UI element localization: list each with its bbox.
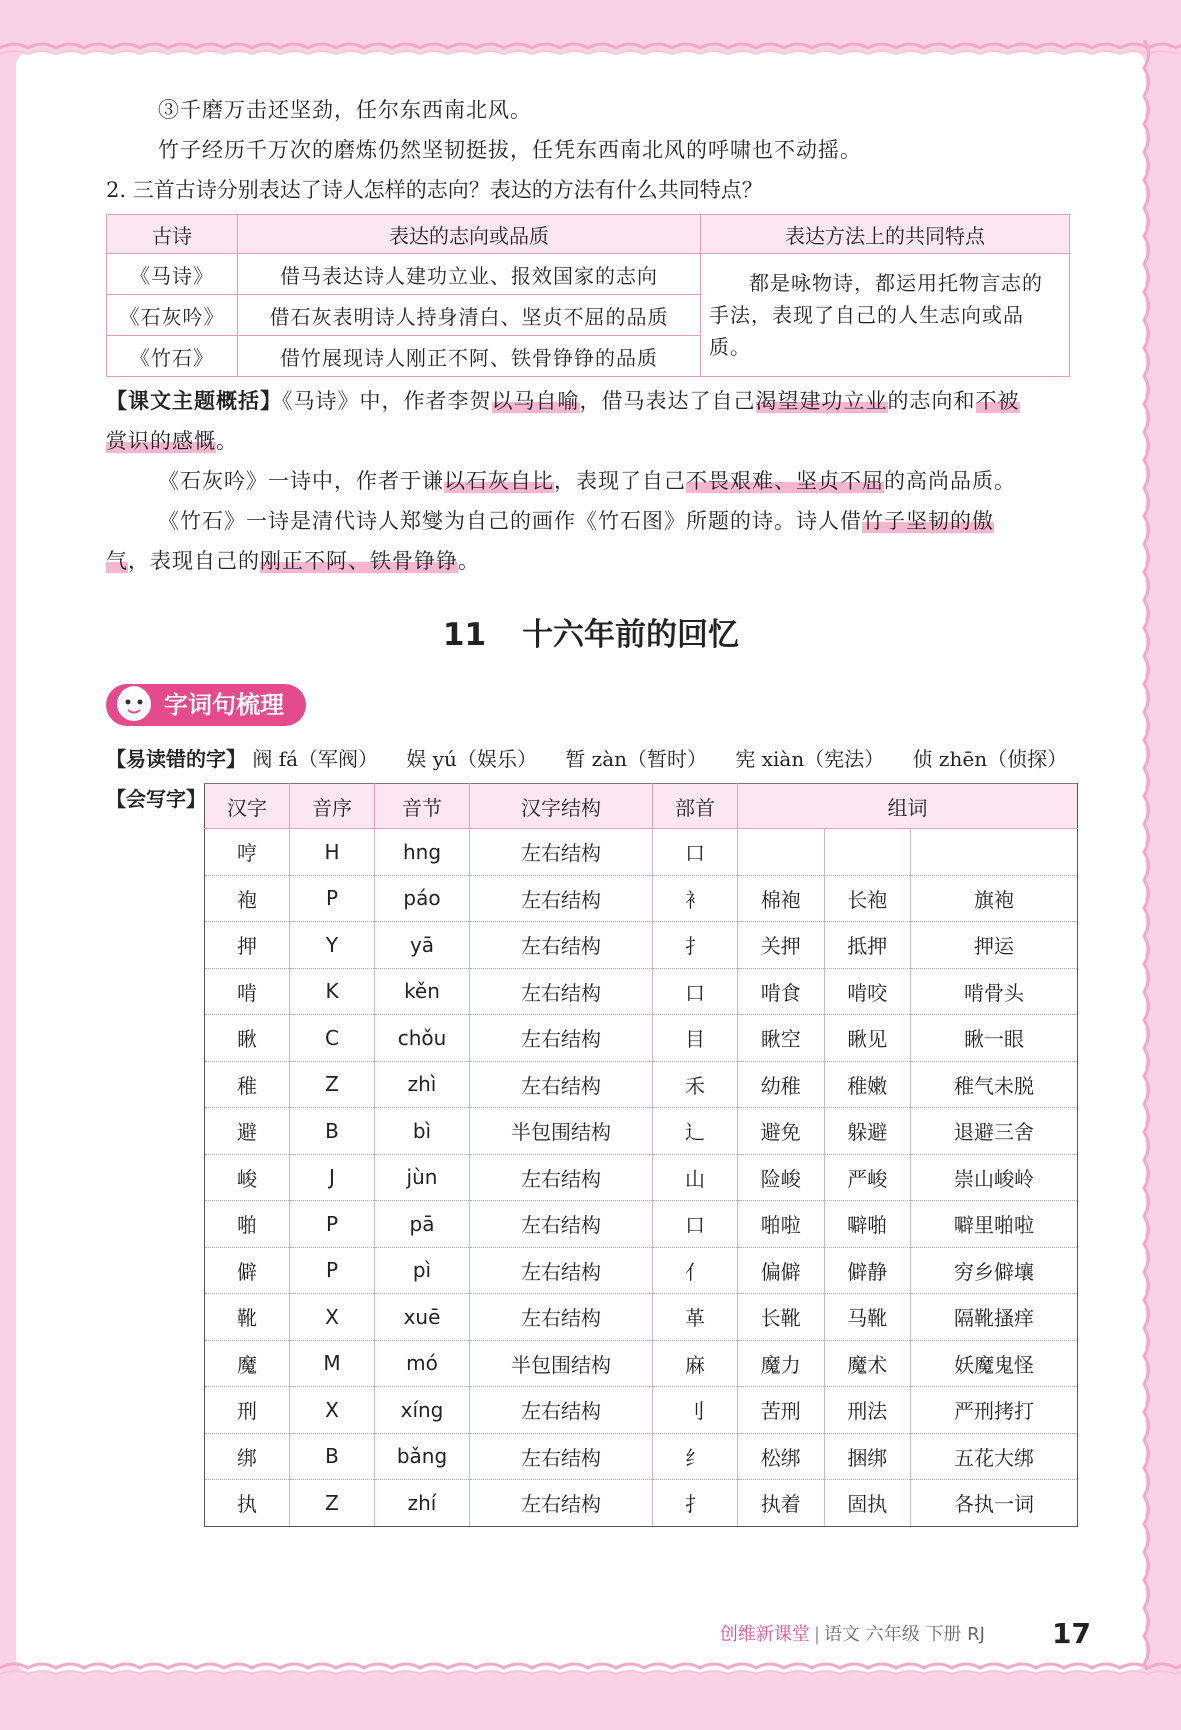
word-cell: 噼啪 — [824, 1201, 911, 1248]
pinyin-cell: páo — [375, 875, 470, 922]
structure-cell: 左右结构 — [470, 968, 653, 1015]
pinyin-cell: bǎng — [375, 1433, 470, 1480]
word-cell: 瞅见 — [824, 1015, 911, 1062]
structure-cell: 左右结构 — [470, 1247, 653, 1294]
header-poem: 古诗 — [107, 215, 238, 254]
word-cell: 隔靴搔痒 — [911, 1294, 1078, 1341]
initial-cell: M — [290, 1340, 375, 1387]
initial-cell: P — [290, 1201, 375, 1248]
summary-line-4 — [106, 501, 1076, 541]
chapter-heading — [106, 605, 1076, 665]
structure-cell: 左右结构 — [470, 1015, 653, 1062]
summary-text: 。 — [458, 549, 480, 573]
summary-highlight: 赏识的感慨 — [106, 429, 216, 453]
summary-highlight: 气 — [106, 549, 128, 573]
word-cell: 穷乡僻壤 — [911, 1247, 1078, 1294]
pinyin-cell: hng — [375, 829, 470, 876]
misread-item: 娱 yú（娱乐） — [406, 747, 537, 771]
writable-chars-table — [204, 783, 1078, 1527]
structure-cell: 左右结构 — [470, 1061, 653, 1108]
word-cell: 噼里啪啦 — [911, 1201, 1078, 1248]
initial-cell: X — [290, 1387, 375, 1434]
misread-item: 暂 zàn（暂时） — [565, 747, 708, 771]
summary-highlight: 以马自喻 — [491, 389, 580, 413]
hanzi-cell: 哼 — [205, 829, 290, 876]
hanzi-cell: 僻 — [205, 1247, 290, 1294]
word-cell — [738, 829, 825, 876]
radical-cell: 麻 — [653, 1340, 738, 1387]
header-radical: 部首 — [653, 784, 738, 829]
writable-chars-body — [205, 829, 1078, 1527]
easy-misread-label: 【易读错的字】 — [106, 747, 246, 771]
word-cell: 啃咬 — [824, 968, 911, 1015]
table-row — [205, 922, 1078, 969]
radical-cell: 刂 — [653, 1387, 738, 1434]
radical-cell: 扌 — [653, 922, 738, 969]
pinyin-cell: pì — [375, 1247, 470, 1294]
structure-cell: 左右结构 — [470, 1201, 653, 1248]
pinyin-cell: jùn — [375, 1154, 470, 1201]
chapter-number: 11 — [442, 617, 487, 653]
hanzi-cell: 押 — [205, 922, 290, 969]
common-feature — [701, 254, 1070, 377]
summary-text: 《马诗》中，作者李贺 — [282, 389, 492, 413]
summary-text: ，表现了自己 — [554, 469, 686, 493]
word-cell: 崇山峻岭 — [911, 1154, 1078, 1201]
word-cell: 固执 — [824, 1480, 911, 1527]
radical-cell: 目 — [653, 1015, 738, 1062]
word-cell: 严峻 — [824, 1154, 911, 1201]
initial-cell: X — [290, 1294, 375, 1341]
table-row — [205, 1433, 1078, 1480]
word-cell: 僻静 — [824, 1247, 911, 1294]
section-badge-pill — [106, 684, 306, 726]
structure-cell: 左右结构 — [470, 1294, 653, 1341]
word-cell: 马靴 — [824, 1294, 911, 1341]
structure-cell: 半包围结构 — [470, 1108, 653, 1155]
summary-text: 的志向和 — [887, 389, 976, 413]
easy-misread-chars — [106, 739, 1076, 779]
footer-brand: 创维新课堂 — [719, 1624, 810, 1645]
hanzi-cell: 绑 — [205, 1433, 290, 1480]
header-syllable: 音节 — [375, 784, 470, 829]
hanzi-cell: 稚 — [205, 1061, 290, 1108]
initial-cell: B — [290, 1433, 375, 1480]
hanzi-cell: 峻 — [205, 1154, 290, 1201]
word-cell: 稚气未脱 — [911, 1061, 1078, 1108]
theme-summary — [106, 381, 1076, 581]
writable-chars-section — [106, 783, 1076, 1527]
summary-highlight: 竹子坚韧的傲 — [862, 509, 994, 533]
misread-item: 宪 xiàn（宪法） — [735, 747, 885, 771]
poem-name: 《石灰吟》 — [107, 295, 238, 336]
word-cell: 躲避 — [824, 1108, 911, 1155]
structure-cell: 左右结构 — [470, 829, 653, 876]
initial-cell: P — [290, 875, 375, 922]
word-cell: 稚嫩 — [824, 1061, 911, 1108]
word-cell: 苦刑 — [738, 1387, 825, 1434]
pinyin-cell: xíng — [375, 1387, 470, 1434]
summary-text: 《竹石》一诗是清代诗人郑燮为自己的画作《竹石图》所题的诗。诗人借 — [158, 509, 862, 533]
summary-line-1 — [106, 381, 1076, 421]
table-row — [205, 1015, 1078, 1062]
page-number: 17 — [1052, 1617, 1091, 1650]
wavy-right-border — [1132, 40, 1158, 1670]
word-cell: 偏僻 — [738, 1247, 825, 1294]
radical-cell: 扌 — [653, 1480, 738, 1527]
word-cell: 魔术 — [824, 1340, 911, 1387]
word-cell: 啃骨头 — [911, 968, 1078, 1015]
hanzi-cell: 刑 — [205, 1387, 290, 1434]
word-cell: 幼稚 — [738, 1061, 825, 1108]
structure-cell: 左右结构 — [470, 875, 653, 922]
pinyin-cell: yā — [375, 922, 470, 969]
wavy-bottom-border — [0, 1658, 1181, 1682]
misread-item: 侦 zhēn（侦探） — [912, 747, 1068, 771]
mascot-icon — [112, 678, 156, 726]
summary-text: 的高尚品质。 — [884, 469, 1016, 493]
word-cell: 长靴 — [738, 1294, 825, 1341]
table-row — [205, 1201, 1078, 1248]
common-feature-text: 都是咏物诗，都运用托物言志的手法，表现了自己的人生志向或品质。 — [709, 271, 1043, 359]
hanzi-cell: 瞅 — [205, 1015, 290, 1062]
initial-cell: P — [290, 1247, 375, 1294]
footer-separator: | — [813, 1624, 820, 1645]
word-cell: 押运 — [911, 922, 1078, 969]
initial-cell: Z — [290, 1480, 375, 1527]
page-content — [106, 90, 1076, 1527]
pinyin-cell: xuē — [375, 1294, 470, 1341]
poem-aspiration: 借竹展现诗人刚正不阿、铁骨铮铮的品质 — [238, 336, 701, 377]
radical-cell: 口 — [653, 829, 738, 876]
radical-cell: 纟 — [653, 1433, 738, 1480]
summary-highlight: 不被 — [975, 389, 1020, 413]
poem-line: ③千磨万击还坚劲，任尔东西南北风。 — [158, 98, 532, 122]
poem-comparison-table — [106, 214, 1070, 377]
word-cell: 避免 — [738, 1108, 825, 1155]
initial-cell: H — [290, 829, 375, 876]
pinyin-cell: zhì — [375, 1061, 470, 1108]
summary-label: 【课文主题概括】 — [106, 389, 282, 413]
initial-cell: Y — [290, 922, 375, 969]
word-cell: 关押 — [738, 922, 825, 969]
structure-cell: 左右结构 — [470, 1387, 653, 1434]
table-row — [205, 1340, 1078, 1387]
radical-cell: 辶 — [653, 1108, 738, 1155]
radical-cell: 革 — [653, 1294, 738, 1341]
radical-cell: 衤 — [653, 875, 738, 922]
table-row — [205, 1061, 1078, 1108]
poem-name: 《竹石》 — [107, 336, 238, 377]
radical-cell: 口 — [653, 968, 738, 1015]
structure-cell: 左右结构 — [470, 1433, 653, 1480]
word-cell: 妖魔鬼怪 — [911, 1340, 1078, 1387]
radical-cell: 口 — [653, 1201, 738, 1248]
hanzi-cell: 魔 — [205, 1340, 290, 1387]
summary-highlight: 刚正不阿、铁骨铮铮 — [260, 549, 458, 573]
word-cell: 魔力 — [738, 1340, 825, 1387]
word-cell: 旗袍 — [911, 875, 1078, 922]
word-cell: 险峻 — [738, 1154, 825, 1201]
word-cell — [911, 829, 1078, 876]
hanzi-cell: 执 — [205, 1480, 290, 1527]
footer-subject: 语文 — [823, 1624, 860, 1645]
pinyin-cell: chǒu — [375, 1015, 470, 1062]
word-cell: 啪啦 — [738, 1201, 825, 1248]
word-cell: 执着 — [738, 1480, 825, 1527]
structure-cell: 半包围结构 — [470, 1340, 653, 1387]
footer-edition: RJ — [967, 1624, 985, 1645]
footer-grade: 六年级 — [865, 1624, 920, 1645]
pinyin-cell: mó — [375, 1340, 470, 1387]
table-row — [205, 1154, 1078, 1201]
radical-cell: 禾 — [653, 1061, 738, 1108]
pinyin-cell: bì — [375, 1108, 470, 1155]
summary-highlight: 渴望建功立业 — [755, 389, 888, 413]
hanzi-cell: 啃 — [205, 968, 290, 1015]
hanzi-cell: 避 — [205, 1108, 290, 1155]
structure-cell: 左右结构 — [470, 1154, 653, 1201]
header-words: 组词 — [738, 784, 1078, 829]
header-char: 汉字 — [205, 784, 290, 829]
footer-info — [720, 1615, 985, 1655]
word-cell: 各执一词 — [911, 1480, 1078, 1527]
hanzi-cell: 啪 — [205, 1201, 290, 1248]
writable-chars-label: 【会写字】 — [106, 787, 206, 811]
chapter-title: 十六年前的回忆 — [522, 617, 740, 653]
initial-cell: Z — [290, 1061, 375, 1108]
word-cell: 严刑拷打 — [911, 1387, 1078, 1434]
initial-cell: K — [290, 968, 375, 1015]
header-structure: 汉字结构 — [470, 784, 653, 829]
radical-cell: 亻 — [653, 1247, 738, 1294]
poem-aspiration: 借马表达诗人建功立业、报效国家的志向 — [238, 254, 701, 295]
word-cell: 啃食 — [738, 968, 825, 1015]
word-cell: 刑法 — [824, 1387, 911, 1434]
pinyin-cell: kěn — [375, 968, 470, 1015]
initial-cell: C — [290, 1015, 375, 1062]
table-row — [205, 1480, 1078, 1527]
table-row — [205, 829, 1078, 876]
pinyin-cell: zhí — [375, 1480, 470, 1527]
summary-highlight: 以石灰自比 — [444, 469, 554, 493]
summary-line-3 — [106, 461, 1076, 501]
summary-text: ，表现自己的 — [128, 549, 260, 573]
header-common-feature: 表达方法上的共同特点 — [701, 215, 1070, 254]
table-row — [205, 1294, 1078, 1341]
word-cell: 抵押 — [824, 922, 911, 969]
hanzi-cell: 靴 — [205, 1294, 290, 1341]
structure-cell: 左右结构 — [470, 1480, 653, 1527]
table-row — [205, 875, 1078, 922]
summary-text: ，借马表达了自己 — [579, 389, 756, 413]
table-row — [205, 1108, 1078, 1155]
word-cell: 棉袍 — [738, 875, 825, 922]
initial-cell: J — [290, 1154, 375, 1201]
summary-text: 《石灰吟》一诗中，作者于谦 — [158, 469, 444, 493]
section-badge-label: 字词句梳理 — [164, 691, 284, 719]
word-cell: 松绑 — [738, 1433, 825, 1480]
table-row — [205, 968, 1078, 1015]
section-badge — [106, 683, 306, 727]
word-cell: 瞅空 — [738, 1015, 825, 1062]
header-initial: 音序 — [290, 784, 375, 829]
header-aspiration: 表达的志向或品质 — [238, 215, 701, 254]
question-2: 2. 三首古诗分别表达了诗人怎样的志向？表达的方法有什么共同特点？ — [106, 178, 763, 202]
summary-line-5 — [106, 541, 1076, 581]
radical-cell: 山 — [653, 1154, 738, 1201]
summary-line-2 — [106, 421, 1076, 461]
poem-name: 《马诗》 — [107, 254, 238, 295]
hanzi-cell: 袍 — [205, 875, 290, 922]
word-cell: 五花大绑 — [911, 1433, 1078, 1480]
misread-item: 阀 fá（军阀） — [252, 747, 379, 771]
summary-highlight: 不畏艰难、坚贞不屈 — [686, 469, 884, 493]
footer-volume: 下册 — [925, 1624, 962, 1645]
word-cell — [824, 829, 911, 876]
poem-aspiration: 借石灰表明诗人持身清白、坚贞不屈的品质 — [238, 295, 701, 336]
word-cell: 捆绑 — [824, 1433, 911, 1480]
table-row — [205, 1247, 1078, 1294]
wavy-top-border — [0, 36, 1181, 58]
initial-cell: B — [290, 1108, 375, 1155]
summary-text: 。 — [216, 429, 238, 453]
word-cell: 瞅一眼 — [911, 1015, 1078, 1062]
poem-translation: 竹子经历千万次的磨炼仍然坚韧挺拔，任凭东西南北风的呼啸也不动摇。 — [158, 138, 862, 162]
table-row — [205, 1387, 1078, 1434]
word-cell: 长袍 — [824, 875, 911, 922]
structure-cell: 左右结构 — [470, 922, 653, 969]
pinyin-cell: pā — [375, 1201, 470, 1248]
word-cell: 退避三舍 — [911, 1108, 1078, 1155]
